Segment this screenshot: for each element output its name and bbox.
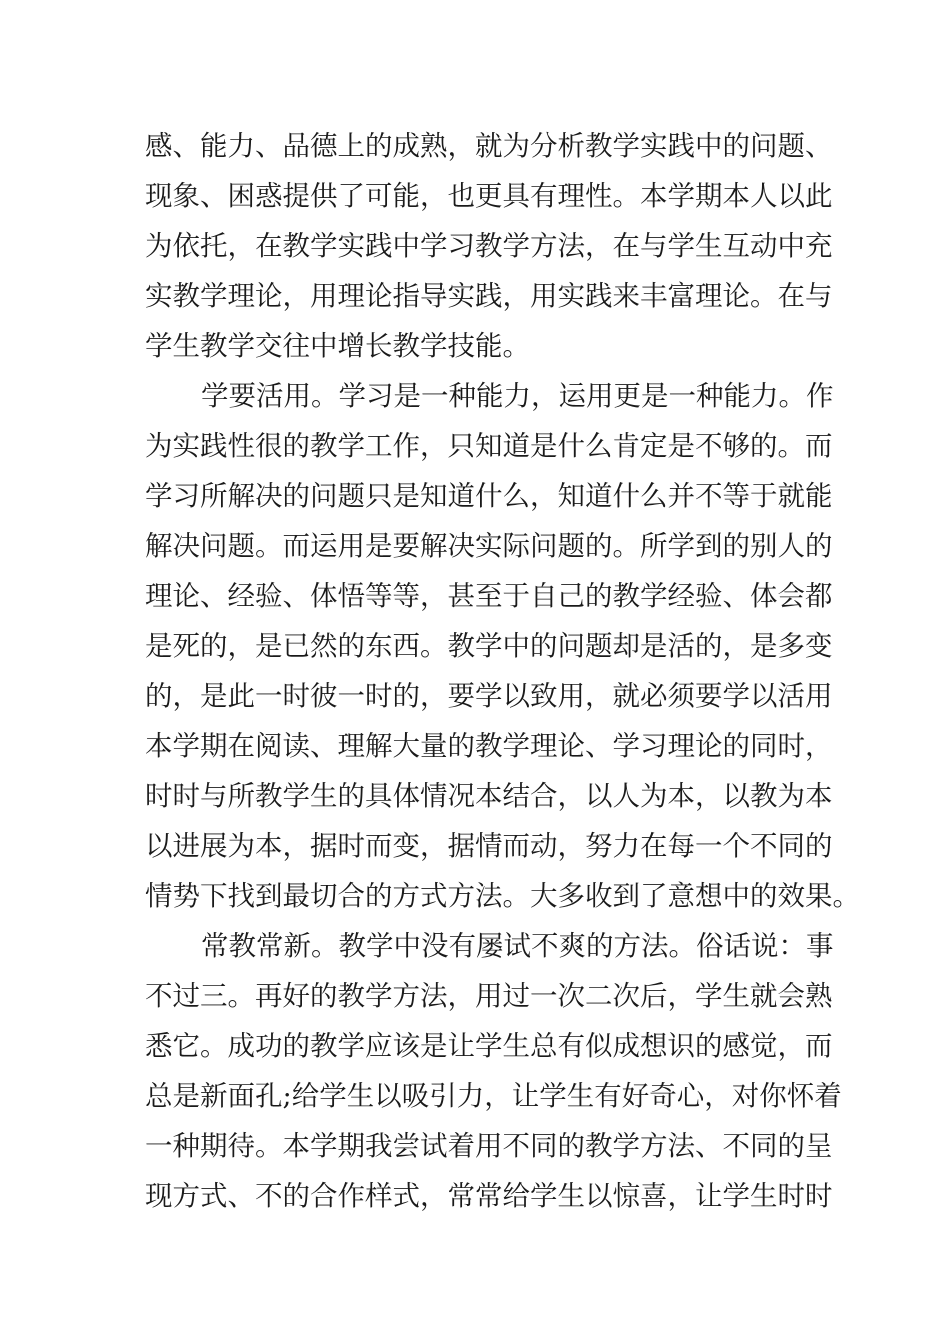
text-line: 不过三。再好的教学方法，用过一次二次后，学生就会熟 <box>145 980 833 1012</box>
text-line: 为实践性很的教学工作，只知道是什么肯定是不够的。而 <box>145 430 833 462</box>
text-line: 一种期待。本学期我尝试着用不同的教学方法、不同的呈 <box>145 1130 833 1162</box>
text-line: 实教学理论，用理论指导实践，用实践来丰富理论。在与 <box>145 280 833 312</box>
text-line: 感、能力、品德上的成熟，就为分析教学实践中的问题、 <box>145 130 833 162</box>
text-line: 现象、困惑提供了可能，也更具有理性。本学期本人以此 <box>145 180 833 212</box>
text-line: 是死的，是已然的东西。教学中的问题却是活的，是多变 <box>145 630 833 662</box>
text-line: 解决问题。而运用是要解决实际问题的。所学到的别人的 <box>145 530 833 562</box>
text-line: 总是新面孔;给学生以吸引力，让学生有好奇心，对你怀着 <box>145 1080 842 1112</box>
paragraph-start-line: 常教常新。教学中没有屡试不爽的方法。俗话说：事 <box>201 930 834 962</box>
text-line: 悉它。成功的教学应该是让学生总有似成想识的感觉，而 <box>145 1030 833 1062</box>
text-line: 时时与所教学生的具体情况本结合，以人为本，以教为本 <box>145 780 833 812</box>
text-line: 以进展为本，据时而变，据情而动，努力在每一个不同的 <box>145 830 833 862</box>
text-line: 的，是此一时彼一时的，要学以致用，就必须要学以活用 <box>145 680 833 712</box>
paragraph-start-line: 学要活用。学习是一种能力，运用更是一种能力。作 <box>201 380 834 412</box>
text-line: 情势下找到最切合的方式方法。大多收到了意想中的效果。 <box>145 880 860 912</box>
text-line: 学生教学交往中增长教学技能。 <box>145 330 530 362</box>
text-line: 为依托，在教学实践中学习教学方法，在与学生互动中充 <box>145 230 833 262</box>
text-line: 现方式、不的合作样式，常常给学生以惊喜，让学生时时 <box>145 1180 833 1212</box>
body-text <box>145 121 860 1221</box>
text-line: 本学期在阅读、理解大量的教学理论、学习理论的同时， <box>145 730 833 762</box>
text-line: 学习所解决的问题只是知道什么，知道什么并不等于就能 <box>145 480 833 512</box>
text-line: 理论、经验、体悟等等，甚至于自己的教学经验、体会都 <box>145 580 833 612</box>
